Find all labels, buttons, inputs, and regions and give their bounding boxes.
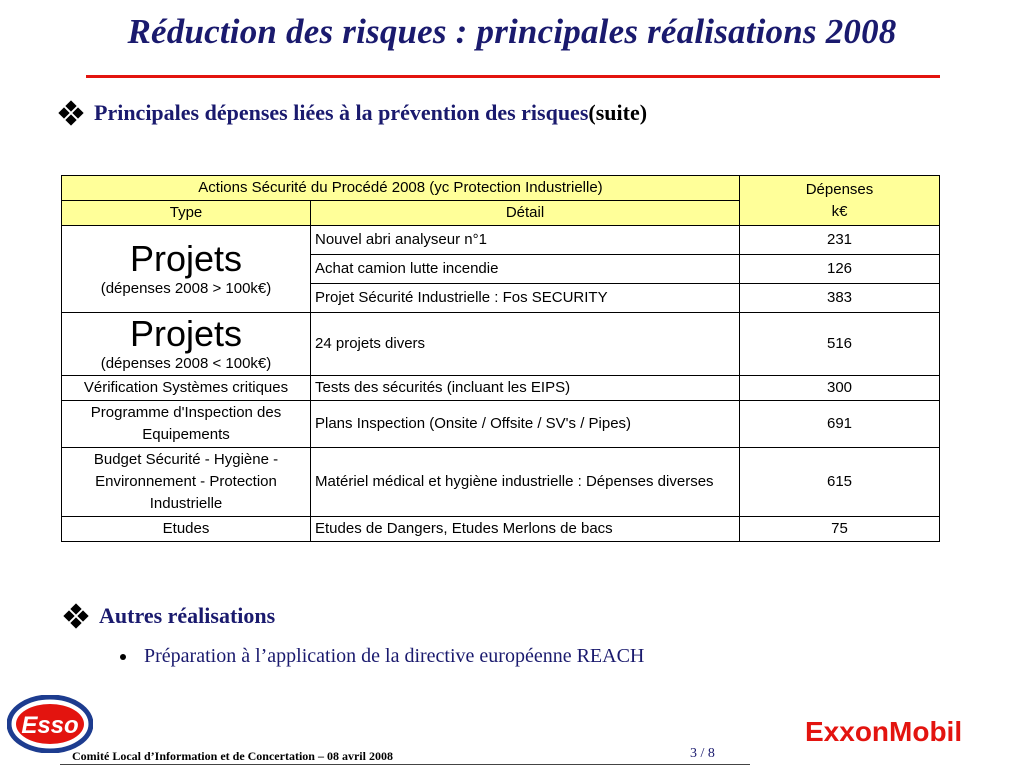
type-cell: Budget Sécurité - Hygiène - Environnement - Protection Industrielle xyxy=(62,448,311,517)
value-cell: 615 xyxy=(740,448,940,517)
page-number: 3 / 8 xyxy=(690,746,715,761)
type-cell-projects-small xyxy=(62,313,311,376)
table-header-spend-line1: Dépenses xyxy=(805,180,874,198)
table-row xyxy=(62,376,940,401)
value-cell: 300 xyxy=(740,376,940,401)
table-header-main: Actions Sécurité du Procédé 2008 (yc Protection Industrielle) xyxy=(62,176,740,201)
table-row xyxy=(62,448,940,517)
value-cell: 691 xyxy=(740,401,940,448)
section-heading-other-text: Autres réalisations xyxy=(99,603,276,628)
title-divider xyxy=(86,75,940,78)
table-header-spend-line2: k€ xyxy=(831,202,848,220)
table-row xyxy=(62,226,940,255)
expenses-table xyxy=(61,175,940,542)
detail-cell: Matériel médical et hygiène industrielle : Dépenses diverses xyxy=(311,448,740,517)
type-cell-projects-large xyxy=(62,226,311,313)
detail-cell: Etudes de Dangers, Etudes Merlons de bacs xyxy=(311,517,740,542)
type-big-label: Projets xyxy=(129,238,243,279)
bullet-text: Préparation à l’application de la directive européenne REACH xyxy=(144,645,645,667)
bullet-dot-icon xyxy=(120,654,126,660)
detail-cell: Achat camion lutte incendie xyxy=(311,255,740,284)
table-row xyxy=(62,313,940,376)
type-small-label: (dépenses 2008 > 100k€) xyxy=(100,280,272,297)
footer-event: Comité Local d’Information et de Concertation – 08 avril 2008 xyxy=(72,749,393,763)
diamond-bullet-icon xyxy=(65,605,87,627)
detail-cell: Projet Sécurité Industrielle : Fos SECURITY xyxy=(311,284,740,313)
slide-title: Réduction des risques : principales réalisations 2008 xyxy=(127,12,897,51)
exxonmobil-logo: ExxonMobil xyxy=(805,716,963,747)
type-cell: Etudes xyxy=(62,517,311,542)
type-big-label: Projets xyxy=(129,313,243,354)
value-cell: 231 xyxy=(740,226,940,255)
bullet-item xyxy=(120,645,644,668)
detail-cell: Nouvel abri analyseur n°1 xyxy=(311,226,740,255)
esso-logo-text: Esso xyxy=(21,712,79,739)
type-cell: Vérification Systèmes critiques xyxy=(62,376,311,401)
section-heading-expenses xyxy=(60,100,647,126)
section-heading-suffix: (suite) xyxy=(588,100,648,125)
detail-cell: Tests des sécurités (incluant les EIPS) xyxy=(311,376,740,401)
table-header-detail: Détail xyxy=(311,201,740,226)
table-row xyxy=(62,401,940,448)
diamond-bullet-icon xyxy=(60,102,82,124)
table-header-spend xyxy=(740,176,940,226)
type-cell: Programme d'Inspection des Equipements xyxy=(62,401,311,448)
value-cell: 75 xyxy=(740,517,940,542)
value-cell: 126 xyxy=(740,255,940,284)
detail-cell: 24 projets divers xyxy=(311,313,740,376)
esso-logo xyxy=(7,695,93,753)
value-cell: 383 xyxy=(740,284,940,313)
type-small-label: (dépenses 2008 < 100k€) xyxy=(100,355,272,372)
footer-divider xyxy=(60,764,750,765)
section-heading-other xyxy=(65,603,275,629)
table-row xyxy=(62,517,940,542)
value-cell: 516 xyxy=(740,313,940,376)
detail-cell: Plans Inspection (Onsite / Offsite / SV's / Pipes) xyxy=(311,401,740,448)
section-heading-text: Principales dépenses liées à la prévention des risques xyxy=(94,100,589,125)
table-header-type: Type xyxy=(62,201,311,226)
